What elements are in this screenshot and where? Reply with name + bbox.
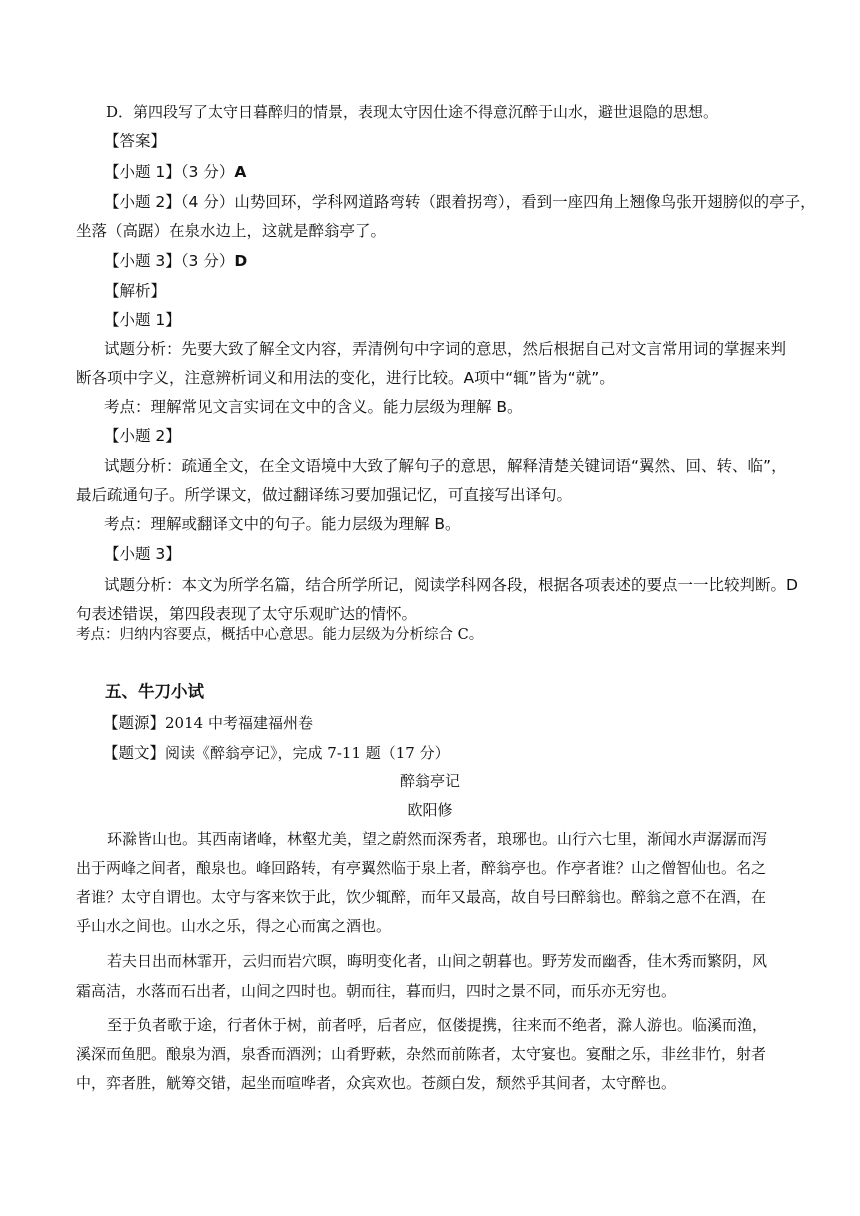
answer-q1 xyxy=(104,161,246,183)
analysis-q2-line1: 试题分析：疏通全文，在全文语境中大致了解句子的意思，解释清楚关键词语“翼然、回、转、临”， xyxy=(104,457,787,475)
answer-label: 【答案】 xyxy=(104,132,167,150)
passage-line: 溪深而鱼肥。酿泉为酒，泉香而酒洌；山肴野蔌，杂然而前陈者，太守宴也。宴酣之乐，非丝非竹，射者 xyxy=(76,1045,767,1063)
question-text: 阅读《醉翁亭记》，完成 7-11 题（17 分） xyxy=(165,744,450,762)
q2-label: 【小题 2】 xyxy=(104,193,181,211)
q3-label: 【小题 3】 xyxy=(104,252,181,270)
option-d-text: D．第四段写了太守日暮醉归的情景，表现太守因仕途不得意沉醉于山水，避世退隐的思想。 xyxy=(106,103,719,121)
question-line xyxy=(103,742,450,764)
analysis-q1-line1: 试题分析：先要大致了解全文内容，弄清例句中字词的意思，然后根据自己对文言常用词的掌握来判 xyxy=(104,340,787,358)
analysis-q3-point: 考点：归纳内容要点，概括中心意思。能力层级为分析综合 C。 xyxy=(76,627,484,643)
analysis-q3-label: 【小题 3】 xyxy=(104,545,181,563)
q3-answer: D xyxy=(234,252,248,270)
analysis-q1-label: 【小题 1】 xyxy=(104,311,181,329)
passage-line: 霜高洁，水落而石出者，山间之四时也。朝而往，暮而归，四时之景不同，而乐亦无穷也。 xyxy=(76,982,677,1000)
q2-text-1: 山势回环，学科网道路弯转（跟着拐弯），看到一座四角上翘像鸟张开翅膀似的亭子， xyxy=(234,193,816,211)
passage-title: 醉翁亭记 xyxy=(399,772,460,790)
source-line xyxy=(103,712,313,734)
q3-score: （3 分） xyxy=(180,252,235,270)
analysis-q2-label: 【小题 2】 xyxy=(104,427,181,445)
analysis-q3-line1: 试题分析：本文为所学名篇，结合所学所记，阅读学科网各段，根据各项表述的要点一一比较判断。D xyxy=(104,576,798,594)
q1-score: （3 分） xyxy=(180,163,235,181)
passage-line: 环滁皆山也。其西南诸峰，林壑尤美，望之蔚然而深秀者，琅琊也。山行六七里，渐闻水声潺潺而泻 xyxy=(107,830,768,848)
q1-label: 【小题 1】 xyxy=(104,163,181,181)
source-label: 【题源】 xyxy=(103,714,166,732)
q1-answer: A xyxy=(234,163,247,181)
analysis-q1-line2: 断各项中字义，注意辨析词义和用法的变化，进行比较。A项中“辄”皆为“就”。 xyxy=(76,369,615,387)
answer-q3 xyxy=(104,250,247,272)
passage-line: 若夫日出而林霏开，云归而岩穴暝，晦明变化者，山间之朝暮也。野芳发而幽香，佳木秀而繁阴，风 xyxy=(107,952,768,970)
analysis-q2-line2: 最后疏通句子。所学课文，做过翻译练习要加强记忆，可直接写出译句。 xyxy=(76,486,573,504)
q2-score: （4 分） xyxy=(180,193,235,211)
source-text: 2014 中考福建福州卷 xyxy=(165,714,313,732)
analysis-q3-line2: 句表述错误，第四段表现了太守乐观旷达的情怀。 xyxy=(76,605,418,623)
passage-line: 者谁？太守自谓也。太守与客来饮于此，饮少辄醉，而年又最高，故自号曰醉翁也。醉翁之意不在酒，在 xyxy=(76,888,767,906)
answer-q2-line2: 坐落（高踞）在泉水边上，这就是醉翁亭了。 xyxy=(76,222,387,240)
passage-line: 至于负者歌于途，行者休于树，前者呼，后者应，伛偻提携，往来而不绝者，滁人游也。临溪而渔， xyxy=(107,1016,768,1034)
passage-line: 乎山水之间也。山水之乐，得之心而寓之酒也。 xyxy=(76,917,392,935)
passage-author: 欧阳修 xyxy=(407,801,453,819)
answer-q2-line1 xyxy=(104,191,816,213)
analysis-q1-point: 考点：理解常见文言实词在文中的含义。能力层级为理解 B。 xyxy=(104,398,523,416)
passage-line: 中，弈者胜，觥筹交错，起坐而喧哗者，众宾欢也。苍颜白发，颓然乎其间者，太守醉也。 xyxy=(76,1074,677,1092)
analysis-label: 【解析】 xyxy=(104,282,167,300)
question-label: 【题文】 xyxy=(103,744,166,762)
analysis-q2-point: 考点：理解或翻译文中的句子。能力层级为理解 B。 xyxy=(104,515,461,533)
section-heading: 五、牛刀小试 xyxy=(105,682,204,701)
passage-line: 出于两峰之间者，酿泉也。峰回路转，有亭翼然临于泉上者，醉翁亭也。作亭者谁？山之僧智仙也。名之 xyxy=(76,859,767,877)
